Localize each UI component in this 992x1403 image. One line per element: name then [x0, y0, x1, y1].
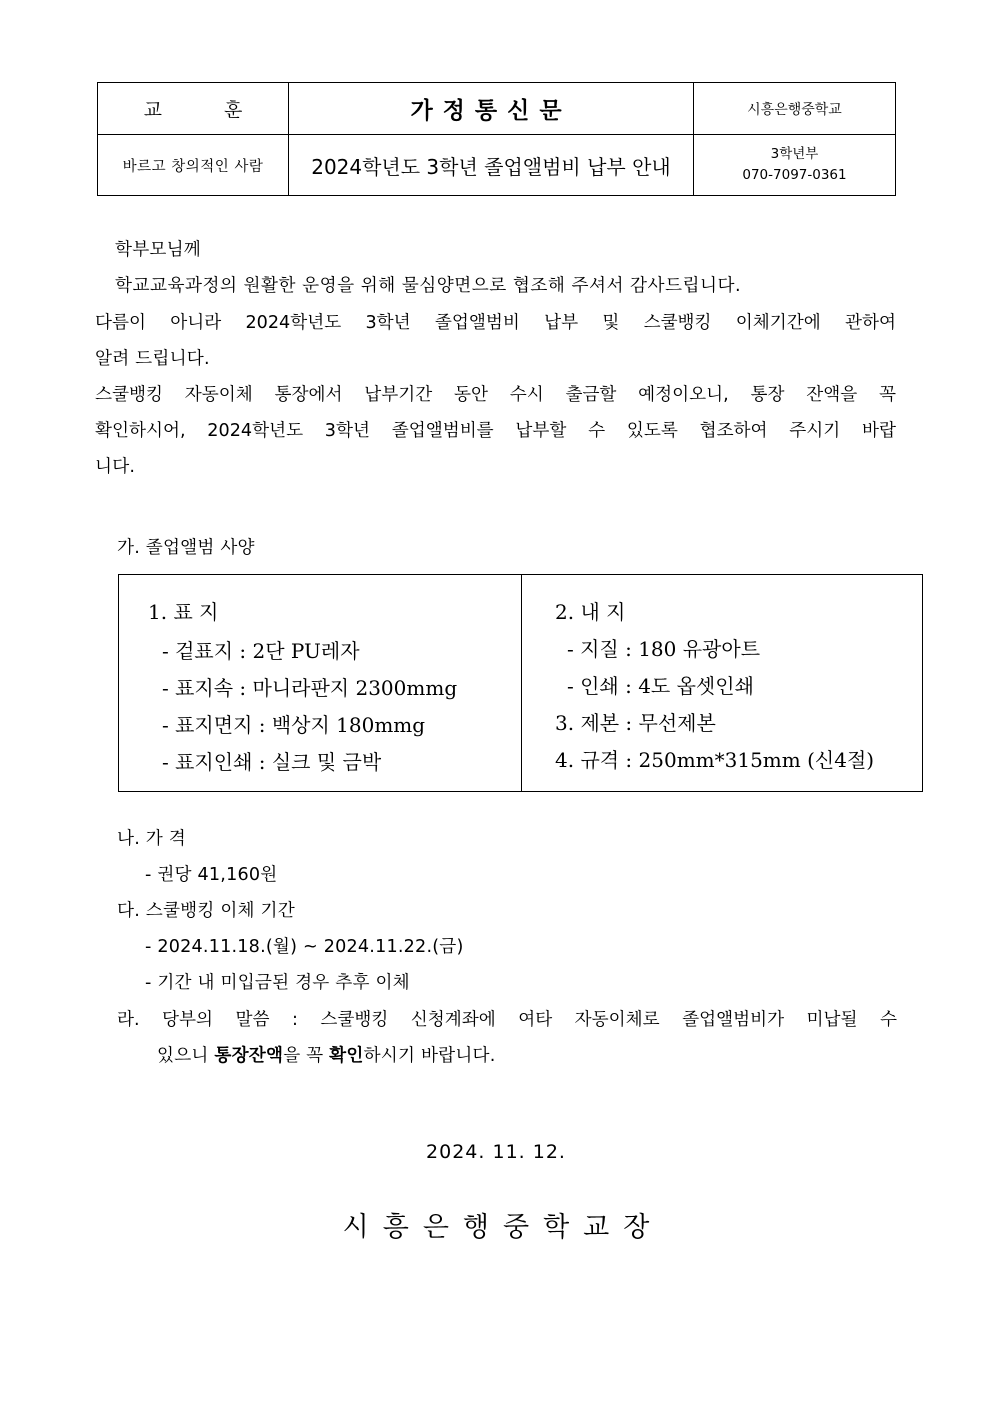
document-title: 가정통신문 — [289, 83, 694, 135]
issue-date: 2024. 11. 12. — [426, 1141, 566, 1163]
body-line-2: 다름이 아니라 2024학년도 3학년 졸업앨범비 납부 및 스쿨뱅킹 이체기간에 관하여 — [95, 313, 896, 333]
album-spec-box — [118, 574, 923, 792]
body-line-4: 스쿨뱅킹 자동이체 통장에서 납부기간 동안 수시 출금할 예정이오니, 통장 잔액을 꼭 — [95, 385, 896, 405]
spec-left-5: - 표지인쇄 : 실크 및 금박 — [162, 750, 382, 774]
request-emphasis-check: 확인 — [329, 1046, 364, 1066]
spec-divider — [521, 575, 522, 791]
department: 3학년부 — [770, 146, 819, 162]
section-a-heading: 가. 졸업앨범 사양 — [117, 538, 255, 558]
phone-number: 070-7097-0361 — [742, 167, 847, 183]
spec-right-3: - 인쇄 : 4도 옵셋인쇄 — [567, 674, 754, 698]
transfer-period: - 2024.11.18.(월) ~ 2024.11.22.(금) — [145, 937, 464, 957]
header-table — [97, 82, 896, 196]
principal-signature: 시흥은행중학교장 — [342, 1212, 664, 1243]
section-c-heading: 다. 스쿨뱅킹 이체 기간 — [117, 901, 295, 921]
price-item: - 권당 41,160원 — [145, 865, 278, 885]
notice-subject: 2024학년도 3학년 졸업앨범비 납부 안내 — [289, 135, 694, 196]
spec-left-2: - 겉표지 : 2단 PU레자 — [162, 639, 360, 663]
body-line-3: 알려 드립니다. — [95, 349, 210, 369]
body-line-5: 확인하시어, 2024학년도 3학년 졸업앨범비를 납부할 수 있도록 협조하여 주시기 바랍 — [95, 421, 896, 441]
late-transfer-note: - 기간 내 미입금된 경우 추후 이체 — [145, 973, 410, 993]
body-line-6: 니다. — [95, 457, 136, 477]
spec-right-2: - 지질 : 180 유광아트 — [567, 637, 761, 661]
request-line-2 — [157, 1042, 496, 1067]
spec-left-1: 1. 표 지 — [148, 600, 219, 624]
request-mid: 을 꼭 — [283, 1046, 330, 1066]
spec-left-4: - 표지면지 : 백상지 180mmg — [162, 713, 426, 737]
school-motto: 바르고 창의적인 사람 — [98, 135, 289, 196]
request-emphasis-balance: 통장잔액 — [214, 1046, 284, 1066]
request-pre: 있으니 — [157, 1046, 215, 1066]
request-line-1: 라. 당부의 말씀 : 스쿨뱅킹 신청계좌에 여타 자동이체로 졸업앨범비가 미납될 수 — [117, 1010, 897, 1030]
greeting: 학부모님께 — [115, 240, 201, 260]
motto-heading: 교 훈 — [98, 83, 289, 135]
spec-left-3: - 표지속 : 마니라판지 2300mmg — [162, 676, 458, 700]
spec-right-5: 4. 규격 : 250mm*315mm (신4절) — [555, 748, 875, 772]
body-line-1: 학교교육과정의 원활한 운영을 위해 물심양면으로 협조해 주셔서 감사드립니다. — [115, 276, 742, 296]
section-b-heading: 나. 가 격 — [117, 829, 186, 849]
school-name: 시흥은행중학교 — [694, 83, 896, 135]
spec-right-4: 3. 제본 : 무선제본 — [555, 711, 716, 735]
spec-right-1: 2. 내 지 — [555, 600, 626, 624]
contact-cell — [694, 135, 896, 196]
request-post: 하시기 바랍니다. — [363, 1046, 496, 1066]
